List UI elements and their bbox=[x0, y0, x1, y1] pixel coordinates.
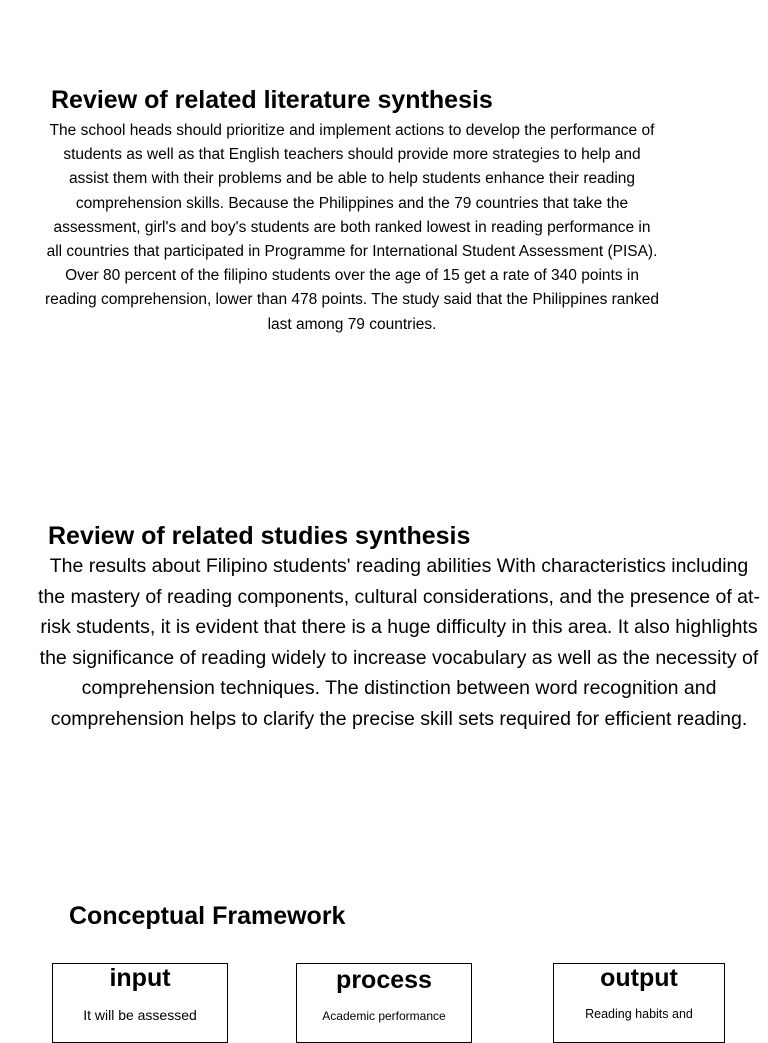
studies-synthesis-heading: Review of related studies synthesis bbox=[48, 522, 471, 550]
framework-output-box bbox=[553, 963, 725, 1043]
framework-process-box bbox=[296, 963, 472, 1043]
conceptual-framework-heading: Conceptual Framework bbox=[69, 902, 346, 930]
literature-synthesis-heading: Review of related literature synthesis bbox=[51, 86, 493, 114]
framework-input-text: It will be assessed bbox=[83, 1007, 197, 1023]
literature-synthesis-paragraph: The school heads should prioritize and implement actions to develop the performance of students as well as that English teachers should provide more strategies to help and assist them with their problems and be able to help students enhance their reading comprehension skills. Because the Philippines and the 79 countries that take the assessment, girl's and boy's students are both ranked lowest in reading performance in all countries that participated in Programme for International Student Assessment (PISA). Over 80 percent of the filipino students over the age of 15 get a rate of 340 points in reading comprehension, lower than 478 points. The study said that the Philippines ranked last among 79 countries. bbox=[44, 122, 660, 333]
framework-process-text: Academic performance bbox=[322, 1009, 446, 1023]
framework-output-text: Reading habits and bbox=[585, 1007, 693, 1021]
framework-input-box bbox=[52, 963, 228, 1043]
framework-input-title: input bbox=[109, 964, 171, 992]
studies-synthesis-paragraph: The results about Filipino students' reading abilities With characteristics including the mastery of reading components, cultural considerations, and the presence of at-risk students, it is evident that there is a huge difficulty in this area. It also highlights the significance of reading widely to increase vocabulary as well as the necessity of comprehension techniques. The distinction between word recognition and comprehension helps to clarify the precise skill sets required for efficient reading. bbox=[38, 555, 760, 730]
framework-process-title: process bbox=[336, 966, 432, 994]
framework-output-title: output bbox=[600, 964, 678, 992]
